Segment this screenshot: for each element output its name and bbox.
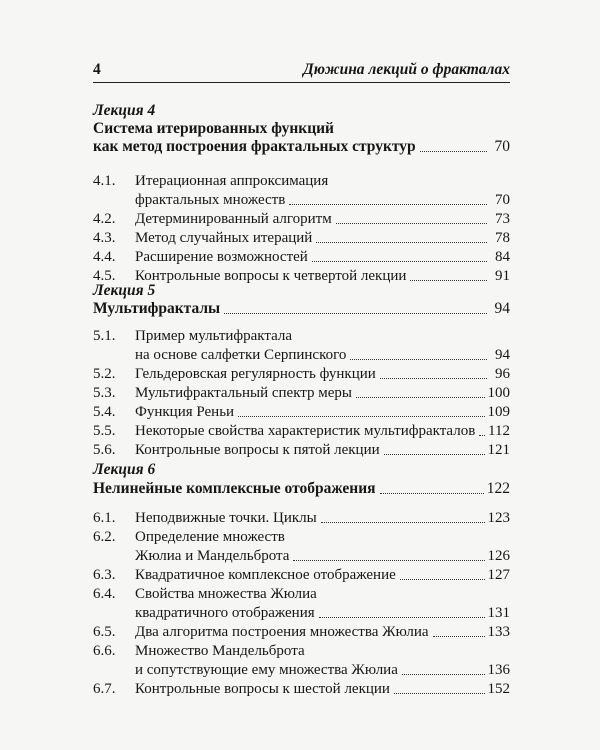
toc-entry[interactable] [93, 365, 510, 383]
dot-leader [293, 559, 484, 561]
dot-leader [336, 222, 487, 224]
section-title: Метод случайных итераций [135, 230, 313, 246]
section-title: Пример мультифрактала [135, 328, 293, 344]
lecture-label: Лекция 4 [93, 102, 156, 119]
section-number: 6.7. [93, 681, 116, 697]
page-ref: 127 [487, 567, 510, 583]
section-title: Некоторые свойства характеристик мультифракталов [135, 423, 476, 439]
section-title: Мультифрактальный спектр меры [135, 385, 352, 401]
page-ref: 131 [487, 605, 510, 621]
toc-entry[interactable] [93, 441, 510, 459]
toc-entry[interactable] [93, 346, 510, 364]
section-title: Контрольные вопросы к пятой лекции [135, 442, 380, 458]
section-title: Множество Мандельброта [135, 643, 305, 659]
toc-entry[interactable] [93, 509, 510, 527]
dot-leader [479, 434, 485, 436]
section-number: 4.4. [93, 249, 116, 265]
page-ref: 121 [487, 442, 510, 458]
toc-entry[interactable] [93, 403, 510, 421]
toc-entry[interactable] [93, 229, 510, 247]
page-ref: 84 [495, 249, 510, 265]
section-number: 6.6. [93, 643, 116, 659]
page-ref: 100 [487, 385, 510, 401]
section-title: и сопутствующие ему множества Жюлиа [135, 662, 398, 678]
toc-entry[interactable] [93, 528, 510, 546]
section-title: фрактальных множеств [135, 192, 286, 208]
toc-entry[interactable] [93, 172, 510, 190]
section-title: квадратичного отображения [135, 605, 315, 621]
page-ref: 133 [487, 624, 510, 640]
page-ref: 70 [495, 192, 510, 208]
toc-entry[interactable] [93, 566, 510, 584]
page-ref: 109 [487, 404, 510, 420]
toc-entry[interactable] [93, 210, 510, 228]
section-title: на основе салфетки Серпинского [135, 347, 347, 363]
dot-leader [356, 396, 485, 398]
section-number: 5.3. [93, 385, 116, 401]
dot-leader [394, 692, 485, 694]
section-title: Жюлиа и Мандельброта [135, 548, 290, 564]
section-title: Итерационная аппроксимация [135, 173, 329, 189]
page-ref: 112 [488, 423, 510, 439]
toc-entry[interactable] [93, 680, 510, 698]
lecture-title: как метод построения фрактальных структур [93, 138, 416, 155]
section-number: 6.1. [93, 510, 116, 526]
page-ref: 94 [494, 300, 510, 317]
lecture-title: Система итерированных функций [93, 120, 334, 137]
page-ref: 152 [487, 681, 510, 697]
dot-leader [238, 415, 484, 417]
page-ref: 70 [494, 138, 510, 155]
section-title: Контрольные вопросы к шестой лекции [135, 681, 390, 697]
section-number: 6.2. [93, 529, 116, 545]
dot-leader [316, 241, 487, 243]
dot-leader [402, 673, 485, 675]
lecture-title: Нелинейные комплексные отображения [93, 480, 376, 497]
toc-entry[interactable] [93, 191, 510, 209]
page-ref: 136 [487, 662, 510, 678]
page-ref: 126 [487, 548, 510, 564]
page-ref: 91 [495, 268, 510, 284]
dot-leader [321, 521, 485, 523]
dot-leader [289, 203, 487, 205]
section-number: 5.1. [93, 328, 116, 344]
dot-leader [224, 312, 487, 314]
dot-leader [420, 150, 487, 152]
section-number: 5.5. [93, 423, 116, 439]
section-number: 6.4. [93, 586, 116, 602]
dot-leader [433, 635, 485, 637]
dot-leader [319, 616, 485, 618]
page-ref: 122 [486, 480, 510, 497]
toc-entry[interactable] [93, 248, 510, 266]
dot-leader [380, 377, 487, 379]
section-title: Неподвижные точки. Циклы [135, 510, 317, 526]
lecture-title-entry[interactable] [93, 138, 510, 156]
section-number: 6.5. [93, 624, 116, 640]
section-title: Два алгоритма построения множества Жюлиа [135, 624, 429, 640]
lecture-title-entry[interactable] [93, 120, 510, 138]
toc-entry[interactable] [93, 547, 510, 565]
dot-leader [312, 260, 487, 262]
section-number: 4.5. [93, 268, 116, 284]
running-title: Дюжина лекций о фракталах [303, 61, 510, 78]
section-number: 5.4. [93, 404, 116, 420]
page-ref: 123 [487, 510, 510, 526]
toc-entry[interactable] [93, 267, 510, 285]
toc-entry[interactable] [93, 623, 510, 641]
dot-leader [384, 453, 485, 455]
section-title: Гельдеровская регулярность функции [135, 366, 376, 382]
section-number: 5.2. [93, 366, 116, 382]
section-title: Функция Реньи [135, 404, 235, 420]
section-number: 4.1. [93, 173, 116, 189]
page-number: 4 [93, 61, 101, 78]
lecture-title-entry[interactable] [93, 300, 510, 318]
toc-entry[interactable] [93, 661, 510, 679]
section-number: 4.3. [93, 230, 116, 246]
lecture-title: Мультифракталы [93, 300, 221, 317]
page-header [93, 60, 510, 83]
page-ref: 73 [495, 211, 510, 227]
toc-entry[interactable] [93, 604, 510, 622]
section-title: Расширение возможностей [135, 249, 308, 265]
section-title: Контрольные вопросы к четвертой лекции [135, 268, 407, 284]
toc-entry[interactable] [93, 642, 510, 660]
toc-entry[interactable] [93, 585, 510, 603]
section-number: 5.6. [93, 442, 116, 458]
page-ref: 96 [495, 366, 510, 382]
lecture-title-entry[interactable] [93, 480, 510, 498]
toc-entry[interactable] [93, 327, 510, 345]
section-number: 6.3. [93, 567, 116, 583]
page-ref: 94 [495, 347, 510, 363]
dot-leader [380, 492, 484, 494]
section-number: 4.2. [93, 211, 116, 227]
lecture-label: Лекция 5 [93, 282, 156, 299]
section-title: Детерминированный алгоритм [135, 211, 332, 227]
dot-leader [350, 358, 487, 360]
page-ref: 78 [495, 230, 510, 246]
dot-leader [410, 279, 487, 281]
section-title: Квадратичное комплексное отображение [135, 567, 396, 583]
dot-leader [400, 578, 485, 580]
section-title: Свойства множества Жюлиа [135, 586, 317, 602]
section-title: Определение множеств [135, 529, 285, 545]
lecture-label: Лекция 6 [93, 461, 156, 478]
toc-entry[interactable] [93, 422, 510, 440]
toc-entry[interactable] [93, 384, 510, 402]
